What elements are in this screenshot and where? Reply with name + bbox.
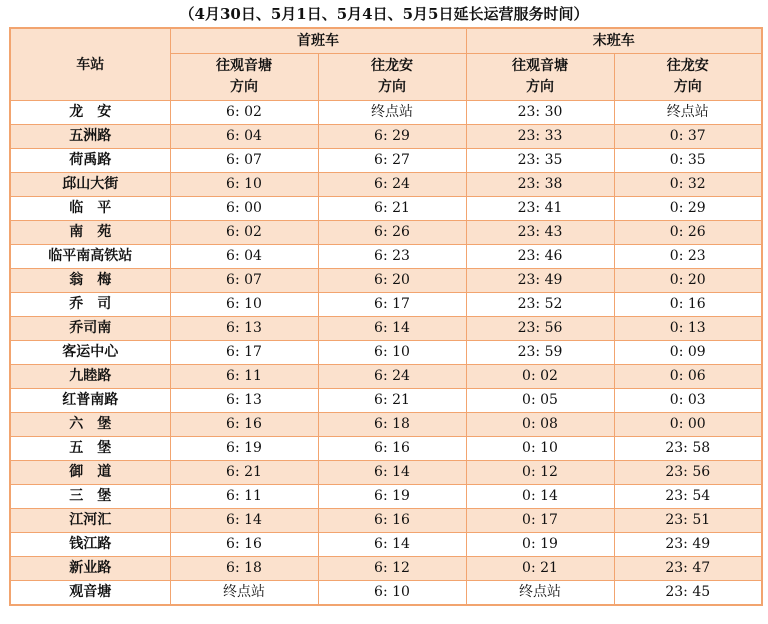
direction-label: 往龙安 xyxy=(371,58,413,74)
last-train-guanyintang-cell: 23: 59 xyxy=(466,341,614,365)
last-train-longan-cell: 终点站 xyxy=(614,101,762,125)
last-train-guanyintang-cell: 终点站 xyxy=(466,581,614,606)
last-train-guanyintang-cell: 23: 35 xyxy=(466,149,614,173)
last-train-guanyintang-cell: 0: 21 xyxy=(466,557,614,581)
last-train-guanyintang-cell: 0: 19 xyxy=(466,533,614,557)
first-train-guanyintang-cell: 6: 10 xyxy=(170,293,318,317)
first-train-longan-cell: 6: 24 xyxy=(318,365,466,389)
station-cell: 五 堡 xyxy=(10,437,170,461)
last-train-header: 末班车 xyxy=(466,28,762,54)
table-row xyxy=(10,293,762,317)
station-cell: 乔司南 xyxy=(10,317,170,341)
station-column-header: 车站 xyxy=(10,28,170,101)
last-train-guanyintang-cell: 23: 56 xyxy=(466,317,614,341)
table-row xyxy=(10,437,762,461)
last-train-guanyintang-cell: 23: 46 xyxy=(466,245,614,269)
first-train-longan-cell: 6: 23 xyxy=(318,245,466,269)
first-train-guanyintang-cell: 6: 07 xyxy=(170,149,318,173)
first-train-longan-cell: 6: 24 xyxy=(318,173,466,197)
last-train-longan-cell: 23: 51 xyxy=(614,509,762,533)
last-train-guanyintang-cell: 23: 52 xyxy=(466,293,614,317)
direction-suffix: 方向 xyxy=(673,79,702,95)
table-row xyxy=(10,389,762,413)
table-row xyxy=(10,557,762,581)
last-train-guanyintang-cell: 23: 38 xyxy=(466,173,614,197)
first-train-longan-cell: 6: 14 xyxy=(318,317,466,341)
first-train-longan-cell: 6: 18 xyxy=(318,413,466,437)
table-row xyxy=(10,269,762,293)
first-train-header: 首班车 xyxy=(170,28,466,54)
table-row xyxy=(10,461,762,485)
first-train-guanyintang-cell: 6: 11 xyxy=(170,365,318,389)
first-train-guanyintang-cell: 6: 04 xyxy=(170,245,318,269)
first-train-guanyintang-cell: 6: 11 xyxy=(170,485,318,509)
last-longan-direction-header xyxy=(614,54,762,101)
last-train-longan-cell: 0: 32 xyxy=(614,173,762,197)
last-train-guanyintang-cell: 23: 41 xyxy=(466,197,614,221)
station-cell: 临 平 xyxy=(10,197,170,221)
last-train-longan-cell: 0: 09 xyxy=(614,341,762,365)
first-train-longan-cell: 6: 16 xyxy=(318,437,466,461)
first-train-longan-cell: 6: 26 xyxy=(318,221,466,245)
table-row xyxy=(10,125,762,149)
station-cell: 乔 司 xyxy=(10,293,170,317)
last-train-longan-cell: 23: 58 xyxy=(614,437,762,461)
page-title: （4月30日、5月1日、5月4日、5月5日延长运营服务时间） xyxy=(179,5,589,23)
first-train-longan-cell: 6: 12 xyxy=(318,557,466,581)
first-train-longan-cell: 6: 17 xyxy=(318,293,466,317)
last-train-longan-cell: 0: 23 xyxy=(614,245,762,269)
station-cell: 新业路 xyxy=(10,557,170,581)
first-train-guanyintang-cell: 6: 18 xyxy=(170,557,318,581)
station-cell: 钱江路 xyxy=(10,533,170,557)
last-train-guanyintang-cell: 0: 17 xyxy=(466,509,614,533)
direction-label: 往观音塘 xyxy=(216,58,272,74)
first-train-guanyintang-cell: 终点站 xyxy=(170,581,318,606)
table-row xyxy=(10,365,762,389)
direction-suffix: 方向 xyxy=(230,79,258,95)
last-train-longan-cell: 0: 00 xyxy=(614,413,762,437)
first-train-guanyintang-cell: 6: 16 xyxy=(170,413,318,437)
table-row xyxy=(10,485,762,509)
last-guanyintang-direction-header xyxy=(466,54,614,101)
station-cell: 江河汇 xyxy=(10,509,170,533)
station-cell: 荷禹路 xyxy=(10,149,170,173)
first-train-longan-cell: 6: 21 xyxy=(318,197,466,221)
table-row xyxy=(10,509,762,533)
direction-label: 往观音塘 xyxy=(512,58,568,74)
last-train-longan-cell: 23: 54 xyxy=(614,485,762,509)
last-train-longan-cell: 0: 26 xyxy=(614,221,762,245)
first-train-longan-cell: 6: 19 xyxy=(318,485,466,509)
last-train-guanyintang-cell: 23: 33 xyxy=(466,125,614,149)
first-train-guanyintang-cell: 6: 17 xyxy=(170,341,318,365)
direction-label: 往龙安 xyxy=(666,58,709,74)
last-train-longan-cell: 23: 49 xyxy=(614,533,762,557)
first-train-longan-cell: 6: 16 xyxy=(318,509,466,533)
last-train-guanyintang-cell: 23: 43 xyxy=(466,221,614,245)
table-row xyxy=(10,533,762,557)
station-cell: 六 堡 xyxy=(10,413,170,437)
station-cell: 三 堡 xyxy=(10,485,170,509)
first-train-guanyintang-cell: 6: 16 xyxy=(170,533,318,557)
direction-suffix: 方向 xyxy=(526,79,554,95)
first-train-guanyintang-cell: 6: 07 xyxy=(170,269,318,293)
first-train-longan-cell: 6: 27 xyxy=(318,149,466,173)
last-train-longan-cell: 23: 45 xyxy=(614,581,762,606)
table-row xyxy=(10,221,762,245)
first-train-guanyintang-cell: 6: 13 xyxy=(170,389,318,413)
last-train-longan-cell: 0: 06 xyxy=(614,365,762,389)
station-cell: 翁 梅 xyxy=(10,269,170,293)
table-row xyxy=(10,317,762,341)
last-train-guanyintang-cell: 0: 12 xyxy=(466,461,614,485)
first-train-longan-cell: 6: 10 xyxy=(318,581,466,606)
timetable-body xyxy=(10,101,762,606)
last-train-longan-cell: 0: 35 xyxy=(614,149,762,173)
last-train-guanyintang-cell: 0: 02 xyxy=(466,365,614,389)
first-train-longan-cell: 6: 14 xyxy=(318,461,466,485)
last-train-guanyintang-cell: 0: 08 xyxy=(466,413,614,437)
table-row xyxy=(10,149,762,173)
table-row xyxy=(10,173,762,197)
station-cell: 临平南高铁站 xyxy=(10,245,170,269)
last-train-longan-cell: 23: 47 xyxy=(614,557,762,581)
direction-suffix: 方向 xyxy=(378,79,406,95)
table-row xyxy=(10,413,762,437)
last-train-guanyintang-cell: 0: 10 xyxy=(466,437,614,461)
first-train-guanyintang-cell: 6: 21 xyxy=(170,461,318,485)
station-cell: 五洲路 xyxy=(10,125,170,149)
first-train-guanyintang-cell: 6: 02 xyxy=(170,101,318,125)
timetable xyxy=(9,27,763,606)
first-train-guanyintang-cell: 6: 19 xyxy=(170,437,318,461)
first-train-guanyintang-cell: 6: 13 xyxy=(170,317,318,341)
first-longan-direction-header xyxy=(318,54,466,101)
last-train-longan-cell: 0: 20 xyxy=(614,269,762,293)
first-train-longan-cell: 6: 21 xyxy=(318,389,466,413)
station-cell: 御 道 xyxy=(10,461,170,485)
first-train-guanyintang-cell: 6: 10 xyxy=(170,173,318,197)
station-cell: 龙 安 xyxy=(10,101,170,125)
first-train-longan-cell: 终点站 xyxy=(318,101,466,125)
station-cell: 九睦路 xyxy=(10,365,170,389)
last-train-guanyintang-cell: 23: 30 xyxy=(466,101,614,125)
last-train-longan-cell: 0: 29 xyxy=(614,197,762,221)
last-train-guanyintang-cell: 0: 14 xyxy=(466,485,614,509)
first-train-guanyintang-cell: 6: 00 xyxy=(170,197,318,221)
table-row xyxy=(10,341,762,365)
table-row xyxy=(10,101,762,125)
table-row xyxy=(10,245,762,269)
last-train-guanyintang-cell: 23: 49 xyxy=(466,269,614,293)
last-train-guanyintang-cell: 0: 05 xyxy=(466,389,614,413)
station-cell: 客运中心 xyxy=(10,341,170,365)
station-cell: 邱山大街 xyxy=(10,173,170,197)
first-guanyintang-direction-header xyxy=(170,54,318,101)
station-cell: 南 苑 xyxy=(10,221,170,245)
table-row xyxy=(10,581,762,606)
first-train-guanyintang-cell: 6: 02 xyxy=(170,221,318,245)
first-train-longan-cell: 6: 20 xyxy=(318,269,466,293)
first-train-guanyintang-cell: 6: 14 xyxy=(170,509,318,533)
first-train-longan-cell: 6: 14 xyxy=(318,533,466,557)
first-train-longan-cell: 6: 10 xyxy=(318,341,466,365)
station-cell: 红普南路 xyxy=(10,389,170,413)
station-cell: 观音塘 xyxy=(10,581,170,606)
last-train-longan-cell: 0: 03 xyxy=(614,389,762,413)
table-row xyxy=(10,197,762,221)
last-train-longan-cell: 23: 56 xyxy=(614,461,762,485)
last-train-longan-cell: 0: 13 xyxy=(614,317,762,341)
first-train-guanyintang-cell: 6: 04 xyxy=(170,125,318,149)
last-train-longan-cell: 0: 16 xyxy=(614,293,762,317)
last-train-longan-cell: 0: 37 xyxy=(614,125,762,149)
first-train-longan-cell: 6: 29 xyxy=(318,125,466,149)
header-group-row xyxy=(10,28,762,54)
